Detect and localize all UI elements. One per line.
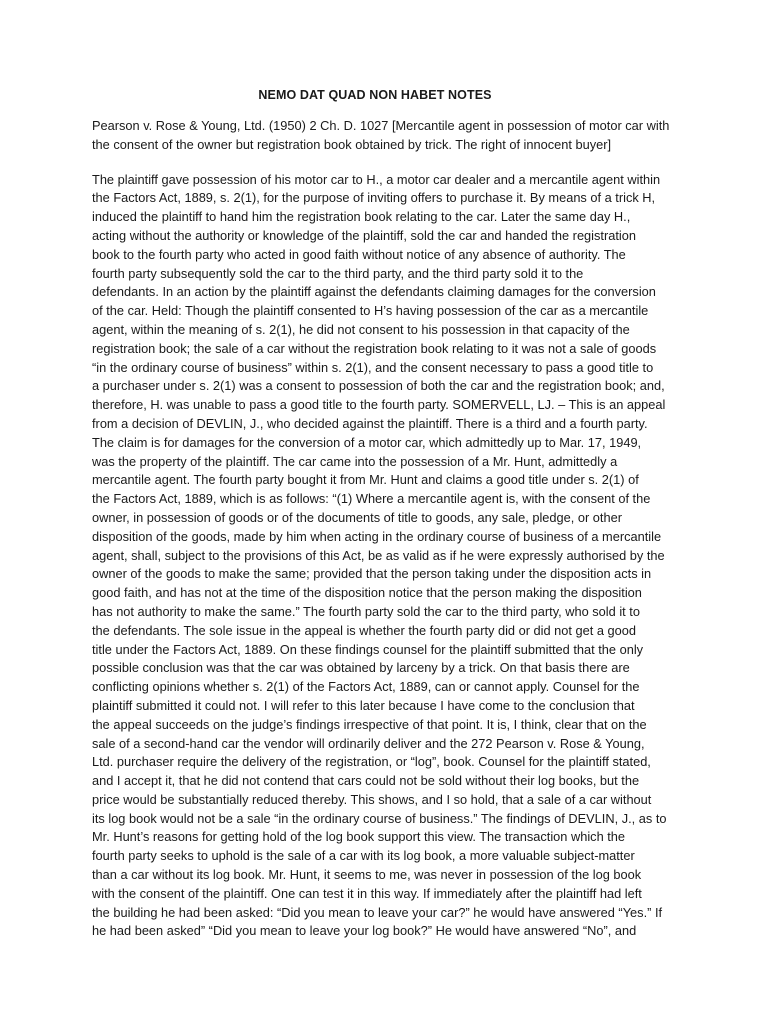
body-line: price would be substantially reduced thereby. This shows, and I so hold, that a sale of a car without <box>92 791 652 807</box>
body-line: therefore, H. was unable to pass a good title to the fourth party. SOMERVELL, LJ. – This is an appeal <box>92 397 666 413</box>
body-line: The claim is for damages for the conversion of a motor car, which admittedly up to Mar. 17, 1949, <box>92 434 642 450</box>
body-line: owner of the goods to make the same; provided that the person taking under the disposition acts in <box>92 566 652 582</box>
body-line: was the property of the plaintiff. The car came into the possession of a Mr. Hunt, admittedly a <box>92 453 618 469</box>
case-citation <box>92 117 670 155</box>
body-line: acting without the authority or knowledge of the plaintiff, sold the car and handed the registration <box>92 227 636 243</box>
body-line: the appeal succeeds on the judge’s findings irrespective of that point. It is, I think, clear that on the <box>92 716 647 732</box>
body-line: the Factors Act, 1889, which is as follows: “(1) Where a mercantile agent is, with the consent of the <box>92 491 651 507</box>
body-line: the defendants. The sole issue in the appeal is whether the fourth party did or did not get a good <box>92 622 636 638</box>
body-line: fourth party subsequently sold the car to the third party, and the third party sold it to the <box>92 265 584 281</box>
document-title: NEMO DAT QUAD NON HABET NOTES <box>258 88 492 102</box>
body-line: he had been asked” “Did you mean to leave your log book?” He would have answered “No”, and <box>92 923 637 939</box>
body-line: book to the fourth party who acted in good faith without notice of any absence of authority. The <box>92 246 626 262</box>
body-line: a purchaser under s. 2(1) was a consent to possession of both the car and the registration book; and, <box>92 378 665 394</box>
body-line: owner, in possession of goods or of the documents of title to goods, any sale, pledge, or other <box>92 509 622 525</box>
body-line: Ltd. purchaser require the delivery of the registration, or “log”, book. Counsel for the plaintiff stated, <box>92 754 651 770</box>
document-page <box>92 86 670 941</box>
body-line: defendants. In an action by the plaintiff against the defendants claiming damages for the conversion <box>92 284 656 300</box>
body-line: agent, within the meaning of s. 2(1), he did not consent to his possession in that capacity of the <box>92 321 630 337</box>
body-line: from a decision of DEVLIN, J., who decided against the plaintiff. There is a third and a fourth party. <box>92 415 648 431</box>
body-line: The plaintiff gave possession of his motor car to H., a motor car dealer and a mercantile agent within <box>92 171 661 187</box>
body-line: possible conclusion was that the car was obtained by larceny by a trick. On that basis there are <box>92 660 630 676</box>
body-line: the Factors Act, 1889, s. 2(1), for the purpose of inviting offers to purchase it. By means of a trick H, <box>92 190 656 206</box>
body-line: title under the Factors Act, 1889. On these findings counsel for the plaintiff submitted that the only <box>92 641 644 657</box>
body-line: of the car. Held: Though the plaintiff consented to H’s having possession of the car as a mercantile <box>92 303 649 319</box>
body-line: conflicting opinions whether s. 2(1) of the Factors Act, 1889, can or cannot apply. Counsel for the <box>92 679 640 695</box>
body-line: Mr. Hunt’s reasons for getting hold of the log book support this view. The transaction which the <box>92 829 626 845</box>
body-line: agent, shall, subject to the provisions of this Act, be as valid as if he were expressly authorised by the <box>92 547 665 563</box>
body-line: fourth party seeks to uphold is the sale of a car with its log book, a more valuable subject-matter <box>92 848 635 864</box>
body-line: the building he had been asked: “Did you mean to leave your car?” he would have answered “Yes.” If <box>92 904 663 920</box>
body-line: than a car without its log book. Mr. Hunt, it seems to me, was never in possession of the log book <box>92 867 642 883</box>
body-line: has not authority to make the same.” The fourth party sold the car to the third party, who sold it to <box>92 603 640 619</box>
body-line: disposition of the goods, made by him when acting in the ordinary course of business of a mercantile <box>92 528 662 544</box>
body-line: “in the ordinary course of business” within s. 2(1), and the consent necessary to pass a good title to <box>92 359 654 375</box>
body-line: sale of a second-hand car the vendor will ordinarily deliver and the 272 Pearson v. Rose & Young, <box>92 735 645 751</box>
case-body-paragraph <box>92 171 667 942</box>
citation-line: Pearson v. Rose & Young, Ltd. (1950) 2 Ch. D. 1027 [Mercantile agent in possession of motor car with <box>92 118 670 133</box>
body-line: mercantile agent. The fourth party bought it from Mr. Hunt and claims a good title under s. 2(1) of <box>92 472 639 488</box>
body-line: with the consent of the plaintiff. One can test it in this way. If immediately after the plaintiff had left <box>92 885 642 901</box>
citation-line: the consent of the owner but registration book obtained by trick. The right of innocent buyer] <box>92 136 612 152</box>
body-line: plaintiff submitted it could not. I will refer to this later because I have come to the conclusion that <box>92 697 635 713</box>
body-line: registration book; the sale of a car without the registration book relating to it was not a sale of goods <box>92 340 657 356</box>
body-line: its log book would not be a sale “in the ordinary course of business.” The findings of DEVLIN, J., as to <box>92 810 667 826</box>
body-line: and I accept it, that he did not contend that cars could not be sold without their log books, but the <box>92 773 640 789</box>
body-line: induced the plaintiff to hand him the registration book relating to the car. Later the same day H., <box>92 209 631 225</box>
body-line: good faith, and has not at the time of the disposition notice that the person making the disposition <box>92 585 642 601</box>
